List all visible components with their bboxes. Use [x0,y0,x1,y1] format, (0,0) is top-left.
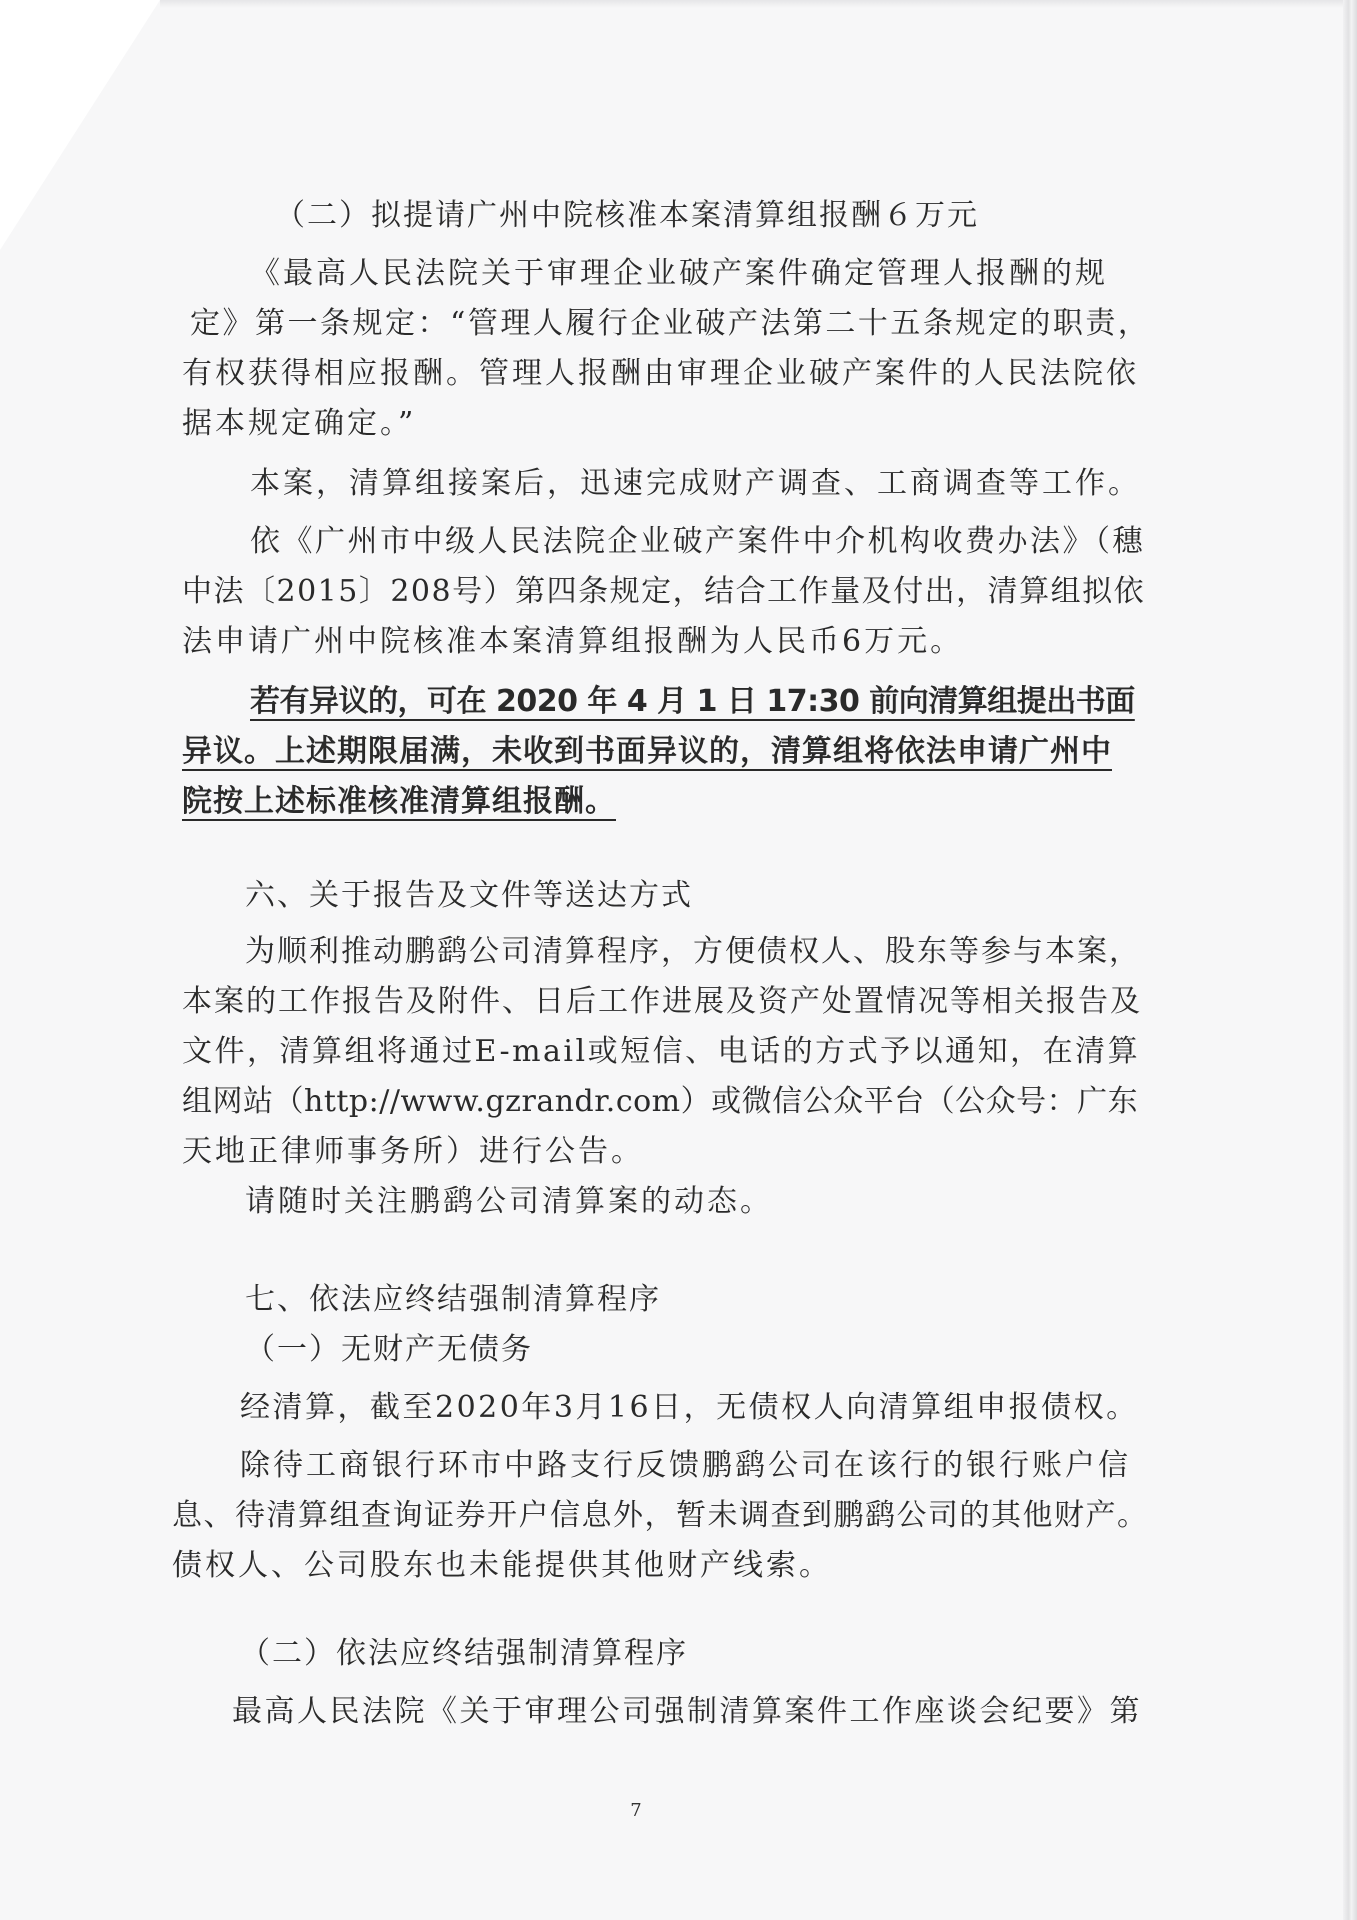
body-line: 债权人、公司股东也未能提供其他财产线索。 [172,1548,832,1583]
body-line: 经清算，截至2020年3月16日，无债权人向清算组申报债权。 [240,1390,1139,1425]
objection-notice-line: 院按上述标准核准清算组报酬。 [182,784,616,819]
body-line: 息、待清算组查询证券开户信息外，暂未调查到鹏鹞公司的其他财产。 [172,1498,1149,1533]
subsection-heading-termination: （二）依法应终结强制清算程序 [240,1636,688,1671]
body-line: 本案，清算组接案后，迅速完成财产调查、工商调查等工作。 [250,466,1141,501]
body-line: 组网站（http://www.gzrandr.com）或微信公众平台（公众号：广东 [182,1084,1139,1119]
body-line: 最高人民法院《关于审理公司强制清算案件工作座谈会纪要》第 [232,1694,1142,1729]
body-line: 本案的工作报告及附件、日后工作进展及资产处置情况等相关报告及 [182,984,1142,1019]
section-heading-remuneration: （二）拟提请广州中院核准本案清算组报酬６万元 [275,198,979,233]
body-line: 据本规定确定。” [182,406,417,441]
body-line: 《最高人民法院关于审理企业破产案件确定管理人报酬的规 [250,256,1108,291]
body-line: 定》第一条规定：“管理人履行企业破产法第二十五条规定的职责， [190,306,1151,341]
section-heading-termination: 七、依法应终结强制清算程序 [245,1282,661,1317]
body-line: 文件，清算组将通过E-mail或短信、电话的方式予以通知，在清算 [182,1034,1141,1069]
body-line: 依《广州市中级人民法院企业破产案件中介机构收费办法》（穗 [250,524,1145,559]
body-line: 天地正律师事务所）进行公告。 [182,1134,644,1169]
body-line: 除待工商银行环市中路支行反馈鹏鹞公司在该行的银行账户信 [240,1448,1131,1483]
objection-notice-line: 若有异议的，可在 2020 年 4 月 1 日 17:30 前向清算组提出书面 [250,684,1135,719]
page-number: 7 [630,1800,642,1821]
body-line: 法申请广州中院核准本案清算组报酬为人民币6万元。 [182,624,964,659]
body-line: 有权获得相应报酬。管理人报酬由审理企业破产案件的人民法院依 [182,356,1139,391]
section-heading-service-method: 六、关于报告及文件等送达方式 [245,878,693,913]
subsection-heading-no-assets: （一）无财产无债务 [245,1332,533,1367]
objection-notice-line: 异议。上述期限届满，未收到书面异议的，清算组将依法申请广州中 [182,734,1112,769]
body-line: 为顺利推动鹏鹞公司清算程序，方便债权人、股东等参与本案， [245,934,1141,969]
body-line: 请随时关注鹏鹞公司清算案的动态。 [245,1184,773,1219]
body-line: 中法〔2015〕208号）第四条规定，结合工作量及付出，清算组拟依 [182,574,1146,609]
